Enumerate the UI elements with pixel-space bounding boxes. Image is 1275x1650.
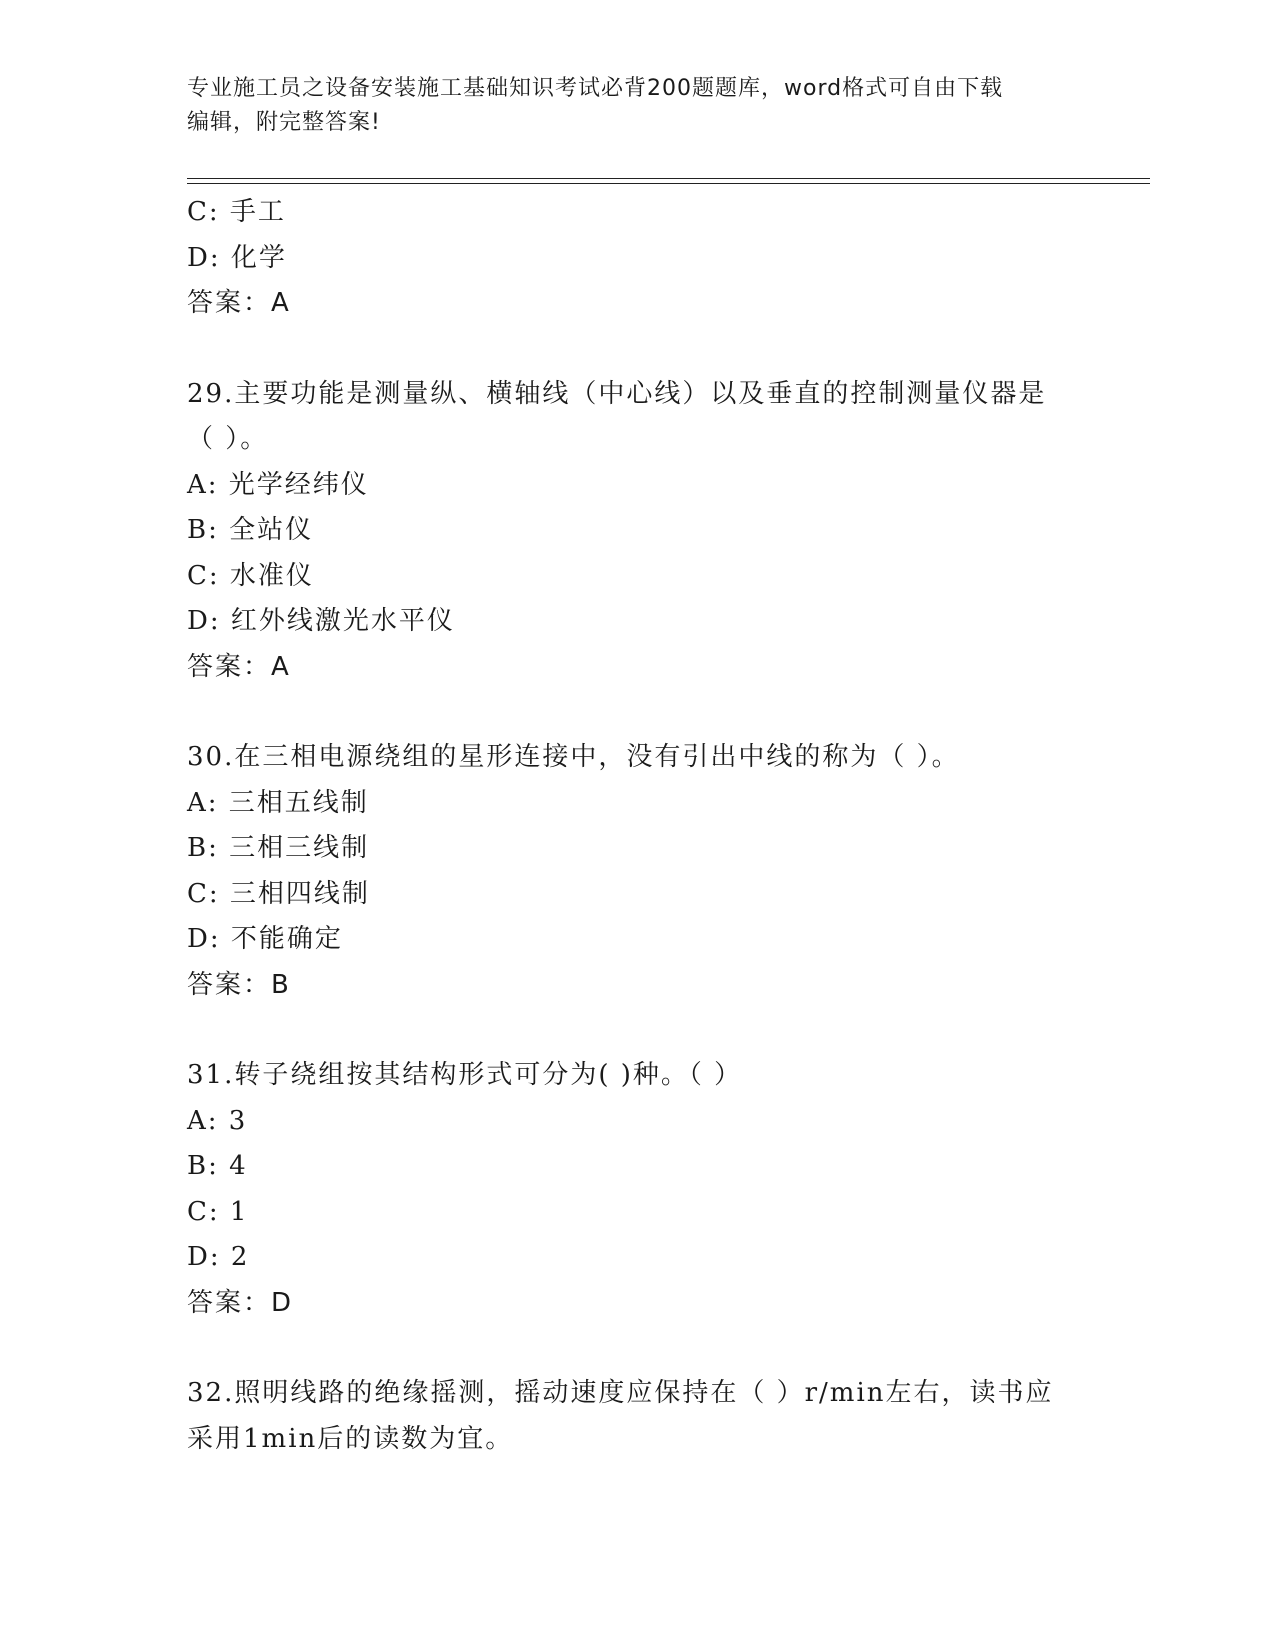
spacer — [187, 1326, 1087, 1371]
question-text: 31.转子绕组按其结构形式可分为( )种。（ ） — [187, 1060, 743, 1090]
question-32 — [187, 1371, 1087, 1462]
option-a: A: 光学经纬仪 — [187, 469, 369, 500]
option-a: A: 3 — [187, 1105, 248, 1136]
option-c: C: 1 — [187, 1196, 249, 1227]
question-text: 32.照明线路的绝缘摇测，摇动速度应保持在（ ）r/min左右，读书应 — [187, 1378, 1054, 1408]
header-line-1: 专业施工员之设备安装施工基础知识考试必背200题题库，word格式可自由下载 — [187, 76, 1004, 101]
option-a: A: 三相五线制 — [187, 787, 369, 818]
question-30 — [187, 735, 1087, 1008]
header-rule-bottom — [187, 183, 1150, 184]
question-text-continued: 采用1min后的读数为宜。 — [187, 1423, 514, 1454]
question-list — [187, 190, 1087, 1462]
question-text: 29.主要功能是测量纵、横轴线（中心线）以及垂直的控制测量仪器是 — [187, 378, 1047, 409]
option-b: B: 三相三线制 — [187, 833, 370, 863]
question-text-continued: （ ）。 — [187, 424, 269, 454]
header-rule-top — [187, 178, 1150, 179]
question-31 — [187, 1053, 1087, 1326]
option-d: D: 不能确定 — [187, 924, 343, 954]
option-c: C: 手工 — [187, 197, 286, 227]
spacer — [187, 1008, 1087, 1053]
question-text: 30.在三相电源绕组的星形连接中，没有引出中线的称为（ ）。 — [187, 742, 960, 772]
document-header — [187, 72, 1077, 140]
answer-line: 答案：A — [187, 651, 291, 682]
option-c: C: 三相四线制 — [187, 878, 370, 909]
spacer — [187, 690, 1087, 735]
option-c: C: 水准仪 — [187, 560, 314, 591]
question-29 — [187, 372, 1087, 691]
header-line-2: 编辑，附完整答案! — [187, 110, 381, 135]
spacer — [187, 327, 1087, 372]
option-b: B: 4 — [187, 1151, 248, 1181]
option-d: D: 2 — [187, 1242, 250, 1272]
question-28-tail — [187, 190, 1087, 327]
answer-line: 答案：D — [187, 1287, 294, 1318]
answer-line: 答案：A — [187, 288, 291, 318]
answer-line: 答案：B — [187, 969, 291, 1000]
option-d: D: 红外线激光水平仪 — [187, 606, 455, 636]
option-b: B: 全站仪 — [187, 515, 314, 545]
option-d: D: 化学 — [187, 242, 287, 273]
